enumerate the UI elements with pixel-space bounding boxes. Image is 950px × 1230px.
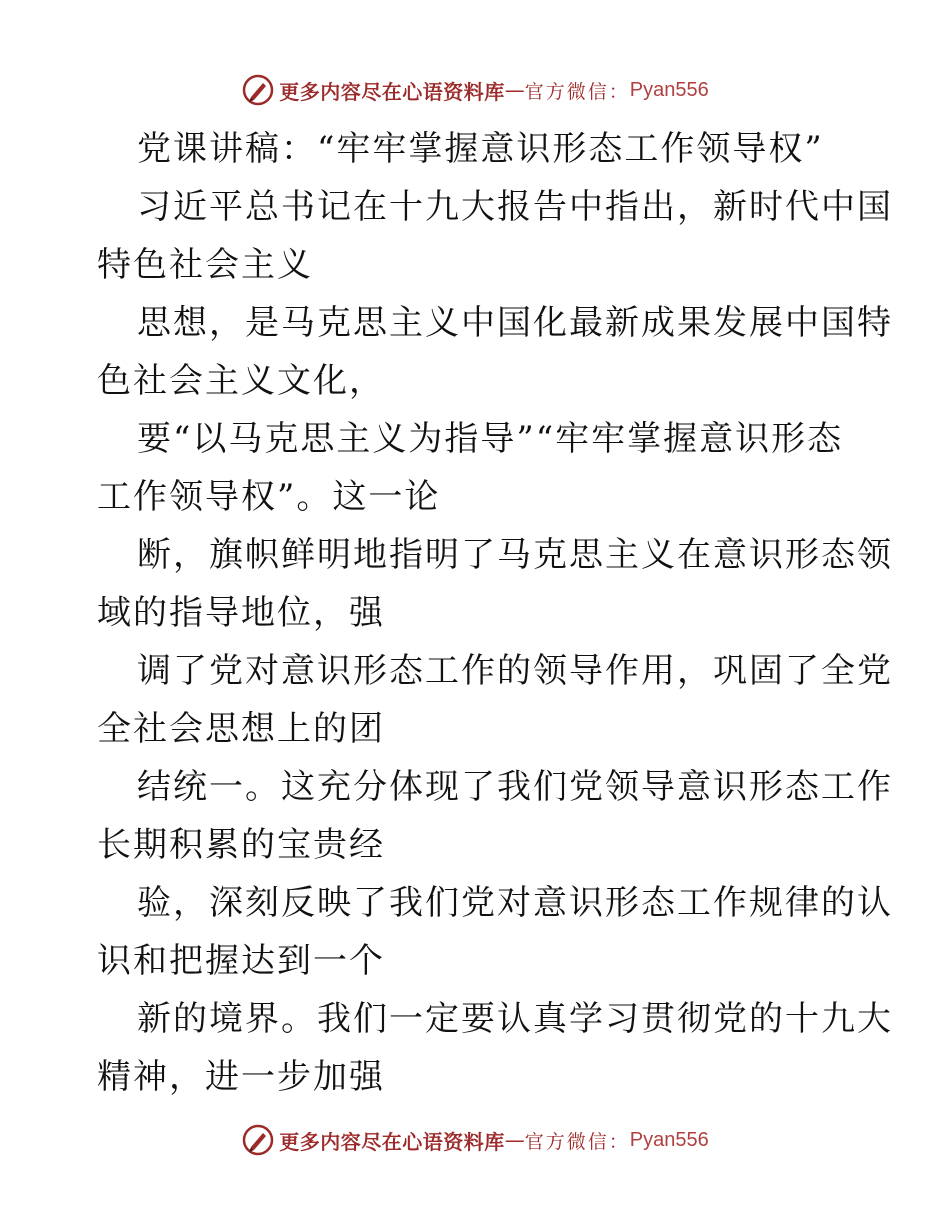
- text-line: 工作领导权”。这一论: [97, 477, 441, 517]
- watermark-wechat-id: Pyan556: [629, 1128, 709, 1151]
- text-line: 长期积累的宝贵经: [97, 825, 385, 865]
- text-line: 断，旗帜鲜明地指明了马克思主义在意识形态领: [137, 535, 893, 575]
- pen-logo-icon: [241, 73, 275, 107]
- text-line: 习近平总书记在十九大报告中指出，新时代中国: [137, 187, 893, 227]
- text-line: 要“以马克思主义为指导”“牢牢掌握意识形态: [137, 419, 844, 459]
- text-line: 结统一。这充分体现了我们党领导意识形态工作: [137, 767, 893, 807]
- watermark-label: 官方微信：: [524, 1130, 630, 1153]
- footer-watermark: [0, 1120, 950, 1160]
- text-line: 特色社会主义: [97, 245, 313, 285]
- text-line: 识和把握达到一个: [97, 941, 385, 981]
- text-line: 思想，是马克思主义中国化最新成果发展中国特: [137, 303, 893, 343]
- text-line: 精神，进一步加强: [97, 1057, 385, 1097]
- header-watermark: [0, 70, 950, 110]
- watermark-separator: —: [504, 1128, 525, 1152]
- text-line: 色社会主义文化，: [97, 361, 385, 401]
- pen-logo-icon: [241, 1123, 275, 1157]
- document-title-line: 党课讲稿：“牢牢掌握意识形态工作领导权”: [137, 129, 824, 169]
- watermark-wechat-id: Pyan556: [629, 78, 709, 101]
- watermark-brand: 更多内容尽在心语资料库: [279, 79, 505, 104]
- document-body: [97, 120, 893, 1106]
- text-line: 调了党对意识形态工作的领导作用，巩固了全党: [137, 651, 893, 691]
- text-line: 新的境界。我们一定要认真学习贯彻党的十九大: [137, 999, 893, 1039]
- text-line: 验，深刻反映了我们党对意识形态工作规律的认: [137, 883, 893, 923]
- watermark-label: 官方微信：: [524, 80, 630, 103]
- text-line: 域的指导地位，强: [97, 593, 385, 633]
- text-line: 全社会思想上的团: [97, 709, 385, 749]
- watermark-brand: 更多内容尽在心语资料库: [279, 1129, 505, 1154]
- watermark-separator: —: [504, 78, 525, 102]
